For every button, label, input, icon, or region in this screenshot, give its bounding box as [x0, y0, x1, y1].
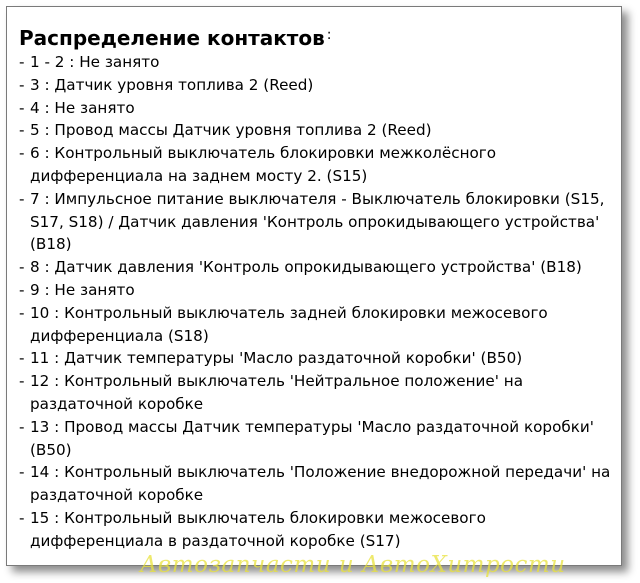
list-item-text: 8 : Датчик давления 'Контроль опрокидывающего устройства' (B18) — [30, 258, 582, 277]
list-item — [19, 370, 611, 416]
list-item — [19, 51, 611, 74]
list-item — [19, 142, 611, 188]
list-item-text: 5 : Провод массы Датчик уровня топлива 2 (Reed) — [30, 121, 432, 140]
list-item — [19, 279, 611, 302]
list-item-text: 15 : Контрольный выключатель блокировки межосевого дифференциала в раздаточной коробке (S17) — [30, 508, 486, 550]
list-dash: - — [19, 349, 25, 368]
list-item-text: 13 : Провод массы Датчик температуры 'Масло раздаточной коробки' (B50) — [30, 417, 594, 459]
list-item-text: 3 : Датчик уровня топлива 2 (Reed) — [30, 75, 314, 94]
list-item — [19, 461, 611, 507]
list-item-text: 12 : Контрольный выключатель 'Нейтральное положение' на раздаточной коробке — [30, 372, 524, 413]
list-item — [19, 188, 611, 256]
list-item-text: 4 : Не занято — [30, 98, 135, 117]
list-dash: - — [19, 280, 25, 299]
list-item — [19, 416, 611, 462]
document-frame — [6, 6, 622, 566]
list-item-text: 11 : Датчик температуры 'Масло раздаточной коробки' (B50) — [30, 349, 523, 368]
list-item-text: 9 : Не занято — [30, 280, 135, 299]
list-dash: - — [19, 508, 25, 527]
list-item — [19, 256, 611, 279]
list-item-text: 6 : Контрольный выключатель блокировки межколёсного дифференциала на заднем мосту 2. (S15) — [30, 144, 497, 185]
list-dash: - — [19, 258, 25, 277]
list-dash: - — [19, 189, 25, 208]
list-item-text: 14 : Контрольный выключатель 'Положение внедорожной передачи' на раздаточной коробке — [30, 463, 611, 505]
watermark: Автозапчасти и АвтоХитрости — [140, 552, 566, 578]
document-content — [19, 21, 611, 553]
list-dash: - — [19, 121, 25, 140]
list-item — [19, 97, 611, 120]
list-dash: - — [19, 98, 25, 117]
list-item — [19, 119, 611, 142]
list-item — [19, 74, 611, 97]
title-colon: : — [326, 27, 332, 43]
list-dash: - — [19, 53, 25, 71]
list-dash: - — [19, 463, 25, 482]
list-item-text: 7 : Импульсное питание выключателя - Выключатель блокировки (S15, S17, S18) / Датчик давления 'Контроль опрокидывающего устройства' (B18) — [30, 189, 605, 254]
list-dash: - — [19, 144, 25, 163]
list-item — [19, 347, 611, 370]
list-item — [19, 302, 611, 348]
list-dash: - — [19, 372, 25, 391]
page-title — [19, 21, 611, 51]
list-item-text: 10 : Контрольный выключатель задней блокировки межосевого дифференциала (S18) — [30, 303, 548, 345]
list-dash: - — [19, 303, 25, 322]
list-item — [19, 507, 611, 553]
list-item-text: 1 - 2 : Не занято — [30, 53, 160, 71]
list-dash: - — [19, 417, 25, 436]
title-text: Распределение контактов — [19, 26, 325, 50]
list-dash: - — [19, 75, 25, 94]
pin-list — [19, 51, 611, 553]
